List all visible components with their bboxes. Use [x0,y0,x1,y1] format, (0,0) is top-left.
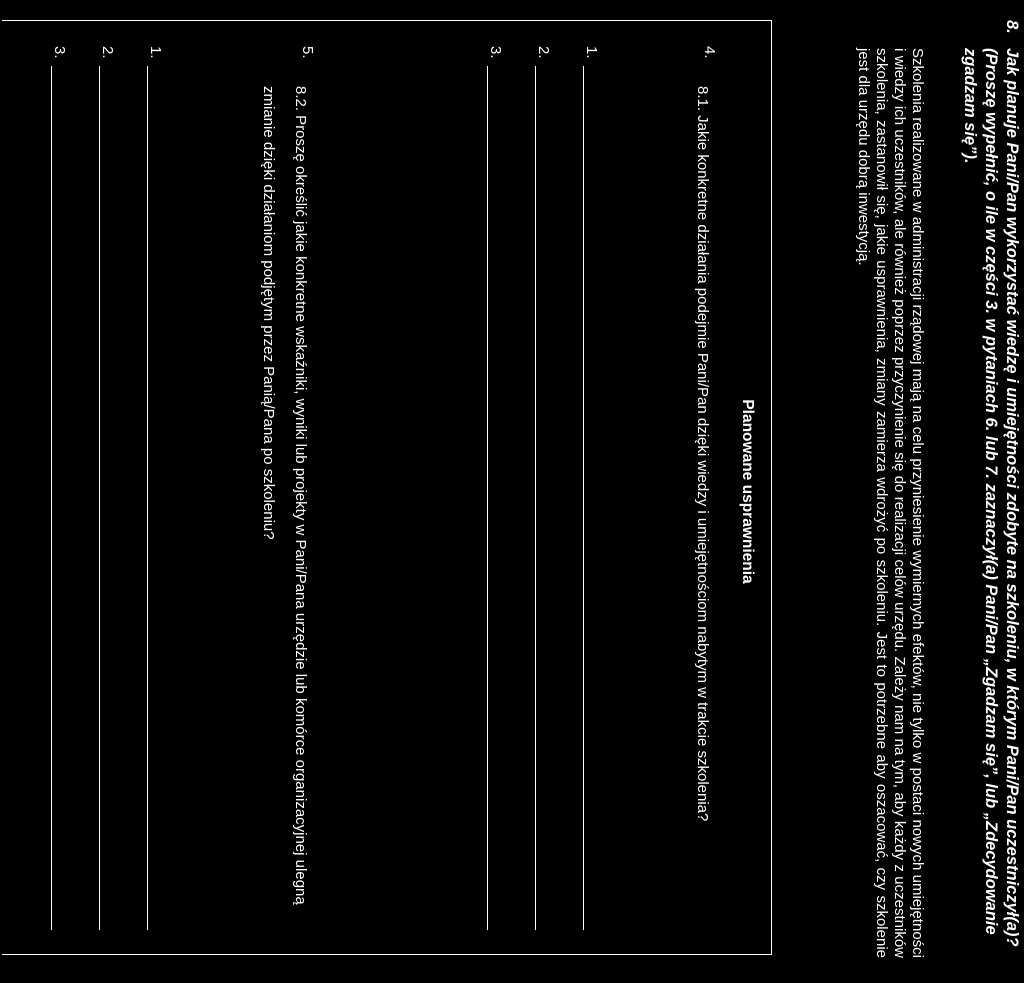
answer-underline [99,66,100,930]
question-8-number: 8. [1003,20,1021,34]
answer-line[interactable] [48,46,68,946]
answer-underline [535,66,536,930]
answer-line[interactable] [484,46,504,946]
answer-line[interactable] [144,46,164,946]
answer-underline [147,66,148,930]
answer-line[interactable] [580,46,600,946]
item-4 [686,46,718,946]
item-5-question: 8.2. Proszę określić jakie konkretne wskaźniki, wyniki lub projekty w Pani/Pana urzędzie lub komórce organizacyjnej ulegną zmianie dzięki działaniom podjętym przez Panią/Pana po szkoleniu? [260,86,309,905]
question-8 [959,20,1022,970]
box-title: Planowane usprawnienia [739,399,756,584]
answer-underline [583,66,584,930]
answer-line[interactable] [532,46,552,946]
answer-underline [51,66,52,930]
intro-paragraph: Szkolenia realizowane w administracji rządowej mają na celu przyniesienie wymiernych efektów, nie tylko w postaci nowych umiejętności i wiedzy ich uczestników, ale również poprzez przyczynienie się do realizacji celów urzędu. Zależy nam na tym, aby każdy z uczestników szkolenia, zastanowił się, jakie usprawnienia, zmiany zamierza wdrożyć po szkoleniu. Jest to potrzebne aby oszacować, czy szkolenie jest dla urzędu dobrą inwestycją. [855,48,926,958]
answer-number: 1. [583,46,600,59]
answer-number: 2. [535,46,552,59]
answer-number: 1. [147,46,164,59]
improvements-box [2,20,772,955]
answer-line[interactable] [96,46,116,946]
answer-number: 2. [99,46,116,59]
item-4-question: 8.1. Jakie konkretne działania podejmie Pani/Pan dzięki wiedzy i umiejętnościom nabytym w trakcie szkolenia? [694,86,711,822]
answer-number: 3. [487,46,504,59]
item-5-number: 5. [299,46,316,59]
answer-underline [487,66,488,930]
item-5 [252,46,316,946]
question-8-text: Jak planuje Pani/Pan wykorzystać wiedzę i umiejętności zdobyte na szkoleniu, w którym Pani/Pan uczestniczył(a)? (Proszę wypełnić, o ile w części 3. w pytaniach 6. lub 7. zaznaczył(a) Pani/Pan „Zgadzam się”, lub „Zdecydowanie zgadzam się”). [961,48,1021,947]
item-4-number: 4. [701,46,718,59]
answer-number: 3. [51,46,68,59]
